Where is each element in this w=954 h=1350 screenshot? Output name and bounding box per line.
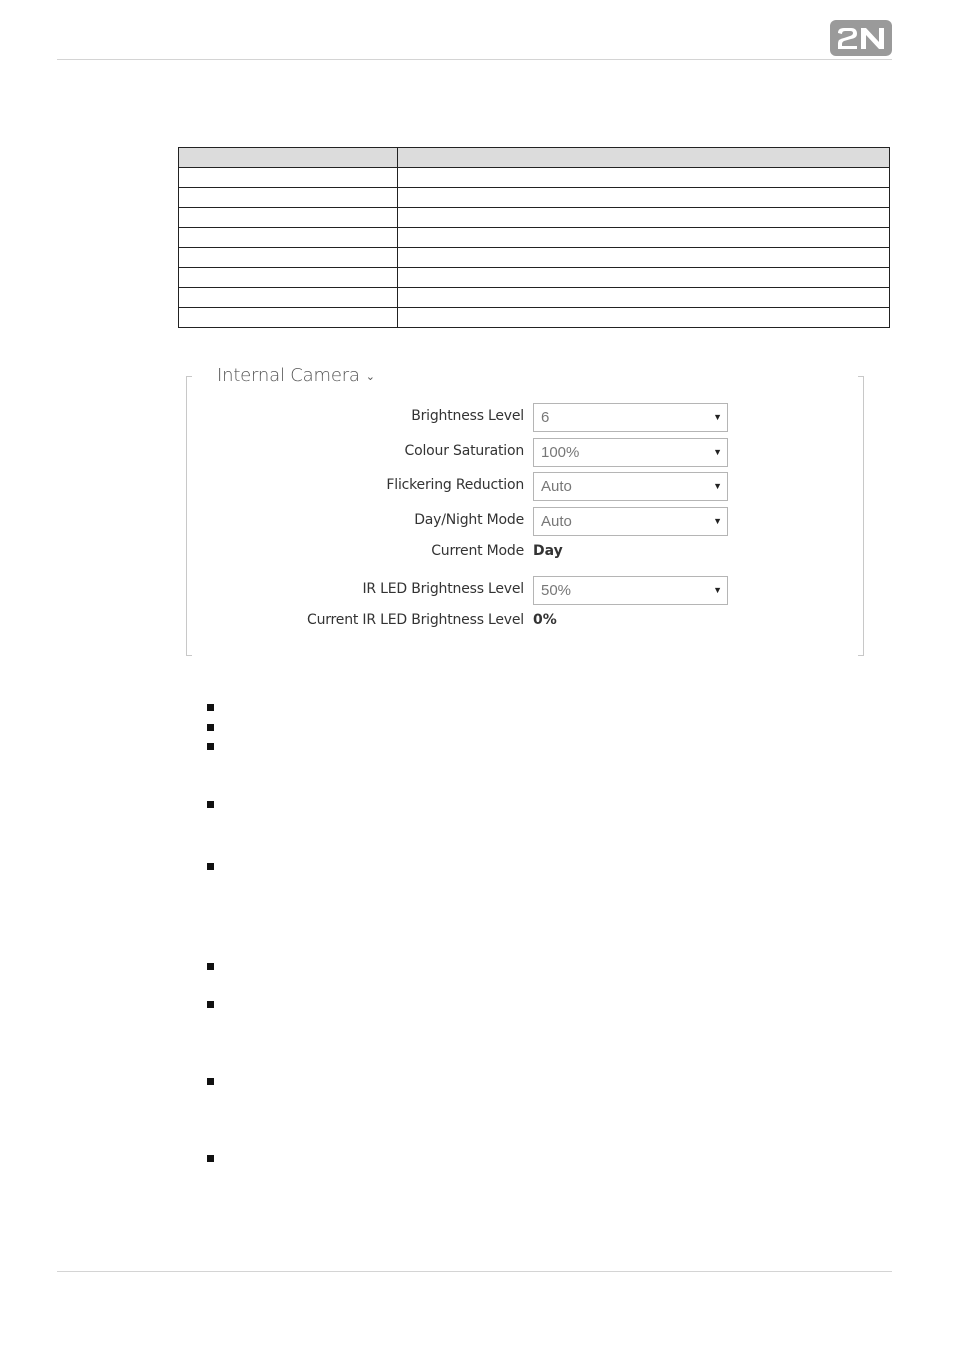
table-row: [179, 308, 890, 328]
dropdown-arrow-icon: ▼: [713, 412, 722, 422]
dropdown-arrow-icon: ▼: [713, 516, 722, 526]
ir-led-brightness-label: IR LED Brightness Level: [362, 581, 524, 597]
day-night-mode-select[interactable]: [533, 507, 728, 536]
bullet-icon: [207, 1155, 214, 1162]
table-row: [179, 168, 890, 188]
section-title: Internal Camera: [217, 365, 360, 386]
table-row: [179, 268, 890, 288]
bullet-icon: [207, 1078, 214, 1085]
table-cell: [179, 288, 398, 308]
table-cell: [398, 168, 890, 188]
internal-camera-section-toggle[interactable]: [217, 365, 379, 386]
brightness-level-value: 6: [541, 409, 550, 426]
colour-saturation-label: Colour Saturation: [404, 443, 524, 459]
table-cell: [398, 308, 890, 328]
bullet-icon: [207, 704, 214, 711]
table-header-cell: [179, 148, 398, 168]
chevron-down-icon: ⌄: [365, 370, 375, 383]
bullet-icon: [207, 724, 214, 731]
table-cell: [398, 188, 890, 208]
flickering-reduction-select[interactable]: [533, 472, 728, 501]
table-cell: [398, 208, 890, 228]
table-row: [179, 208, 890, 228]
internal-camera-panel: [186, 376, 864, 656]
day-night-mode-label: Day/Night Mode: [414, 512, 524, 528]
current-ir-led-brightness-label: Current IR LED Brightness Level: [307, 612, 524, 628]
current-mode-value: Day: [533, 543, 563, 559]
table-header-row: [179, 148, 890, 168]
table-cell: [179, 268, 398, 288]
bullet-icon: [207, 801, 214, 808]
bullet-icon: [207, 743, 214, 750]
bullet-icon: [207, 963, 214, 970]
table-row: [179, 228, 890, 248]
table-cell: [398, 288, 890, 308]
colour-saturation-value: 100%: [541, 444, 580, 461]
table-cell: [179, 228, 398, 248]
header-rule: [57, 59, 892, 60]
panel-left-bracket: [186, 376, 192, 656]
table-cell: [398, 268, 890, 288]
bullet-icon: [207, 863, 214, 870]
dropdown-arrow-icon: ▼: [713, 585, 722, 595]
current-mode-label: Current Mode: [431, 543, 524, 559]
footer-rule: [57, 1271, 892, 1272]
table-cell: [398, 228, 890, 248]
table-cell: [179, 168, 398, 188]
parameter-table: [178, 147, 890, 328]
brand-logo: [830, 20, 892, 56]
table-row: [179, 188, 890, 208]
bullet-icon: [207, 1001, 214, 1008]
table-row: [179, 288, 890, 308]
current-ir-led-brightness-value: 0%: [533, 612, 557, 628]
table-cell: [179, 308, 398, 328]
table-cell: [179, 188, 398, 208]
brightness-level-select[interactable]: [533, 403, 728, 432]
table-cell: [179, 208, 398, 228]
logo-2n-icon: [835, 25, 887, 51]
dropdown-arrow-icon: ▼: [713, 481, 722, 491]
ir-led-brightness-value: 50%: [541, 582, 572, 599]
flickering-reduction-value: Auto: [541, 478, 572, 495]
flickering-reduction-label: Flickering Reduction: [386, 477, 524, 493]
panel-right-bracket: [858, 376, 864, 656]
table-row: [179, 248, 890, 268]
table-cell: [398, 248, 890, 268]
table-header-cell: [398, 148, 890, 168]
colour-saturation-select[interactable]: [533, 438, 728, 467]
ir-led-brightness-select[interactable]: [533, 576, 728, 605]
brightness-level-label: Brightness Level: [411, 408, 524, 424]
day-night-mode-value: Auto: [541, 513, 572, 530]
dropdown-arrow-icon: ▼: [713, 447, 722, 457]
table-cell: [179, 248, 398, 268]
